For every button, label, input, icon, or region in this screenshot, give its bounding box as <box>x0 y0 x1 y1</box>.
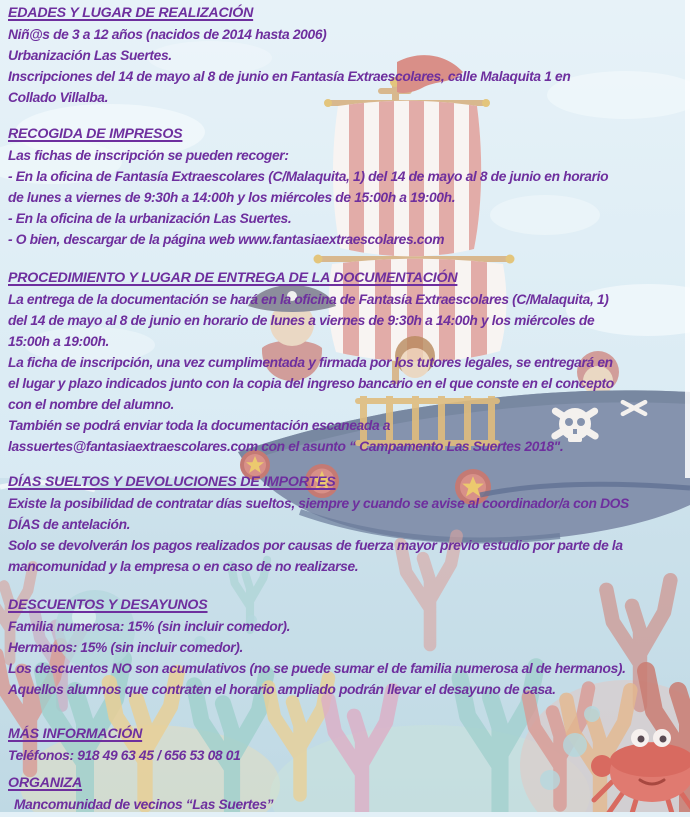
email-link[interactable]: lassuertes@fantasiaextraescolares.com <box>8 439 258 454</box>
text-line: Familia numerosa: 15% (sin incluir comedor). <box>8 619 291 634</box>
text-line: Los descuentos NO son acumulativos (no se puede sumar el de familia numerosa al de hermanos). <box>8 661 626 676</box>
section-heading-organiza: ORGANIZA <box>8 775 83 791</box>
text-line: Las fichas de inscripción se pueden recoger: <box>8 148 289 163</box>
section-edades <box>8 3 688 108</box>
section-mas <box>8 724 688 766</box>
website-link[interactable]: www.fantasiaextraescolares.com <box>238 232 445 247</box>
text-line: La ficha de inscripción, una vez cumplimentada y firmada por los tutores legales, se entregará en <box>8 355 613 370</box>
text-line: del 14 de mayo al 8 de junio en horario de lunes a viernes de 9:30h a 14:00h y los miércoles de <box>8 313 595 328</box>
text-line: Hermanos: 15% (sin incluir comedor). <box>8 640 244 655</box>
section-procedimiento <box>8 268 688 457</box>
text-line: mancomunidad y la empresa o en caso de no realizarse. <box>8 559 359 574</box>
section-heading-descuentos: DESCUENTOS Y DESAYUNOS <box>8 597 208 613</box>
text-line: También se podrá enviar toda la documentación escaneada a <box>8 418 391 433</box>
section-heading-mas: MÁS INFORMACIÓN <box>8 726 143 742</box>
text-line: con el nombre del alumno. <box>8 397 175 412</box>
text-line: Inscripciones del 14 de mayo al 8 de junio en Fantasía Extraescolares, calle Malaquita 1 en <box>8 69 571 84</box>
text-line: Teléfonos: 918 49 63 45 / 656 53 08 01 <box>8 748 241 763</box>
text-line: Mancomunidad de vecinos “Las Suertes” <box>14 797 274 812</box>
section-recogida <box>8 124 688 250</box>
text-line: Urbanización Las Suertes. <box>8 48 172 63</box>
text-line: - O bien, descargar de la página web www.fantasiaextraescolares.com <box>8 232 445 247</box>
text-line: La entrega de la documentación se hará en la oficina de Fantasía Extraescolares (C/Malaquita, 1) <box>8 292 609 307</box>
text-line: Collado Villalba. <box>8 90 109 105</box>
section-heading-recogida: RECOGIDA DE IMPRESOS <box>8 126 183 142</box>
text-line: lassuertes@fantasiaextraescolares.com con el asunto “ Campamento Las Suertes 2018". <box>8 439 564 454</box>
text-line: DÍAS de antelación. <box>8 517 131 532</box>
text-line: - En la oficina de la urbanización Las Suertes. <box>8 211 292 226</box>
text-line: el lugar y plazo indicados junto con la copia del ingreso bancario en el que conste en el concepto <box>8 376 614 391</box>
section-descuentos <box>8 595 688 700</box>
section-dias <box>8 472 688 577</box>
section-heading-dias: DÍAS SUELTOS Y DEVOLUCIONES DE IMPORTES <box>8 474 336 490</box>
section-heading-procedimiento: PROCEDIMIENTO Y LUGAR DE ENTREGA DE LA DOCUMENTACIÓN <box>8 270 458 286</box>
text-line: Niñ@s de 3 a 12 años (nacidos de 2014 hasta 2006) <box>8 27 327 42</box>
section-heading-edades: EDADES Y LUGAR DE REALIZACIÓN <box>8 5 254 21</box>
text-line: de lunes a viernes de 9:30h a 14:00h y los miércoles de 15:00h a 19:00h. <box>8 190 456 205</box>
section-organiza <box>8 773 688 815</box>
text-line: Aquellos alumnos que contraten el horario ampliado podrán llevar el desayuno de casa. <box>8 682 556 697</box>
text-line: Solo se devolverán los pagos realizados por causas de fuerza mayor previo estudio por parte de la <box>8 538 623 553</box>
text-line: Existe la posibilidad de contratar días sueltos, siempre y cuando se avise al coordinador/a con DOS <box>8 496 629 511</box>
text-line: - En la oficina de Fantasía Extraescolares (C/Malaquita, 1) del 14 de mayo al 8 de junio en horario <box>8 169 609 184</box>
text-line: 15:00h a 19:00h. <box>8 334 110 349</box>
